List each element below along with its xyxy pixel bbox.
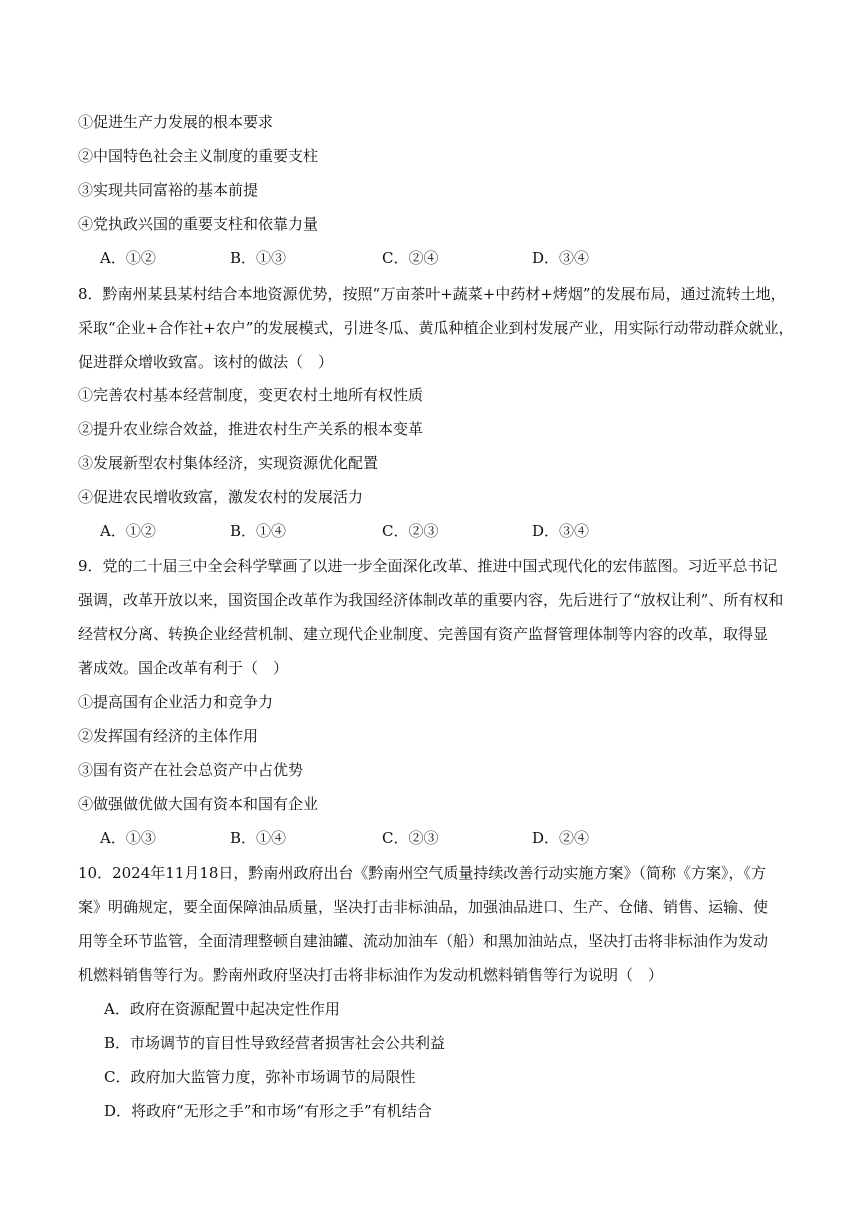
q10-choice-b: B．市场调节的盲目性导致经营者损害社会公共利益 <box>104 1034 446 1052</box>
q10-choice-c: C．政府加大监管力度，弥补市场调节的局限性 <box>104 1068 416 1086</box>
q9-stem-line-1: 9．党的二十届三中全会科学擘画了以进一步全面深化改革、推进中国式现代化的宏伟蓝图。习近平总书记 <box>78 557 778 575</box>
q8-statement-2: ②提升农业综合效益，推进农村生产关系的根本变革 <box>78 420 424 438</box>
q8-stem-line-2: 采取“企业+合作社+农户”的发展模式，引进冬瓜、黄瓜种植企业到村发展产业，用实际行动带动群众就业， <box>78 319 794 337</box>
q7-option-a: A．①② <box>100 249 156 267</box>
q9-statement-4: ④做强做优做大国有资本和国有企业 <box>78 795 319 813</box>
q7-statement-3: ③实现共同富裕的基本前提 <box>78 181 259 199</box>
q8-option-b: B．①④ <box>230 522 287 540</box>
q8-stem-line-1: 8．黔南州某县某村结合本地资源优势，按照“万亩茶叶+蔬菜+中药材+烤烟”的发展布局，通过流转土地， <box>78 285 786 303</box>
q10-choice-a: A．政府在资源配置中起决定性作用 <box>104 1000 340 1018</box>
q9-statement-1: ①提高国有企业活力和竞争力 <box>78 693 274 711</box>
q9-stem-line-4: 著成效。国企改革有利于（ ） <box>78 659 289 677</box>
q9-stem-line-2: 强调，改革开放以来，国资国企改革作为我国经济体制改革的重要内容，先后进行了“放权让利”、所有权和 <box>78 591 784 609</box>
q7-statement-4: ④党执政兴国的重要支柱和依靠力量 <box>78 215 319 233</box>
q10-choice-d: D．将政府“无形之手”和市场“有形之手”有机结合 <box>104 1102 432 1120</box>
q9-statement-2: ②发挥国有经济的主体作用 <box>78 727 259 745</box>
q7-statement-2: ②中国特色社会主义制度的重要支柱 <box>78 147 319 165</box>
q10-stem-line-4: 机燃料销售等行为。黔南州政府坚决打击将非标油作为发动机燃料销售等行为说明（ ） <box>78 966 664 984</box>
q7-option-b: B．①③ <box>230 249 287 267</box>
q9-statement-3: ③国有资产在社会总资产中占优势 <box>78 761 304 779</box>
q7-option-d: D．③④ <box>532 249 590 267</box>
q8-option-a: A．①② <box>100 522 156 540</box>
q8-option-c: C．②③ <box>382 522 439 540</box>
q8-statement-4: ④促进农民增收致富，激发农村的发展活力 <box>78 488 364 506</box>
q10-stem-line-1: 10．2024年11月18日，黔南州政府出台《黔南州空气质量持续改善行动实施方案》（简称《方案》，《方 <box>78 864 766 882</box>
q7-statement-1: ①促进生产力发展的根本要求 <box>78 113 274 131</box>
q9-option-d: D．②④ <box>532 829 590 847</box>
q8-statement-1: ①完善农村基本经营制度，变更农村土地所有权性质 <box>78 386 424 404</box>
q8-stem-line-3: 促进群众增收致富。该村的做法（ ） <box>78 353 334 371</box>
q7-option-c: C．②④ <box>382 249 439 267</box>
q9-option-b: B．①④ <box>230 829 287 847</box>
q10-stem-line-2: 案》明确规定，要全面保障油品质量，坚决打击非标油品，加强油品进口、生产、仓储、销售、运输、使 <box>78 898 769 916</box>
q8-option-d: D．③④ <box>532 522 590 540</box>
q8-statement-3: ③发展新型农村集体经济，实现资源优化配置 <box>78 454 379 472</box>
q9-option-c: C．②③ <box>382 829 439 847</box>
q9-option-a: A．①③ <box>100 829 156 847</box>
q10-stem-line-3: 用等全环节监管，全面清理整顿自建油罐、流动加油车（船）和黑加油站点，坚决打击将非标油作为发动 <box>78 932 769 950</box>
q9-stem-line-3: 经营权分离、转换企业经营机制、建立现代企业制度、完善国有资产监督管理体制等内容的改革，取得显 <box>78 625 769 643</box>
